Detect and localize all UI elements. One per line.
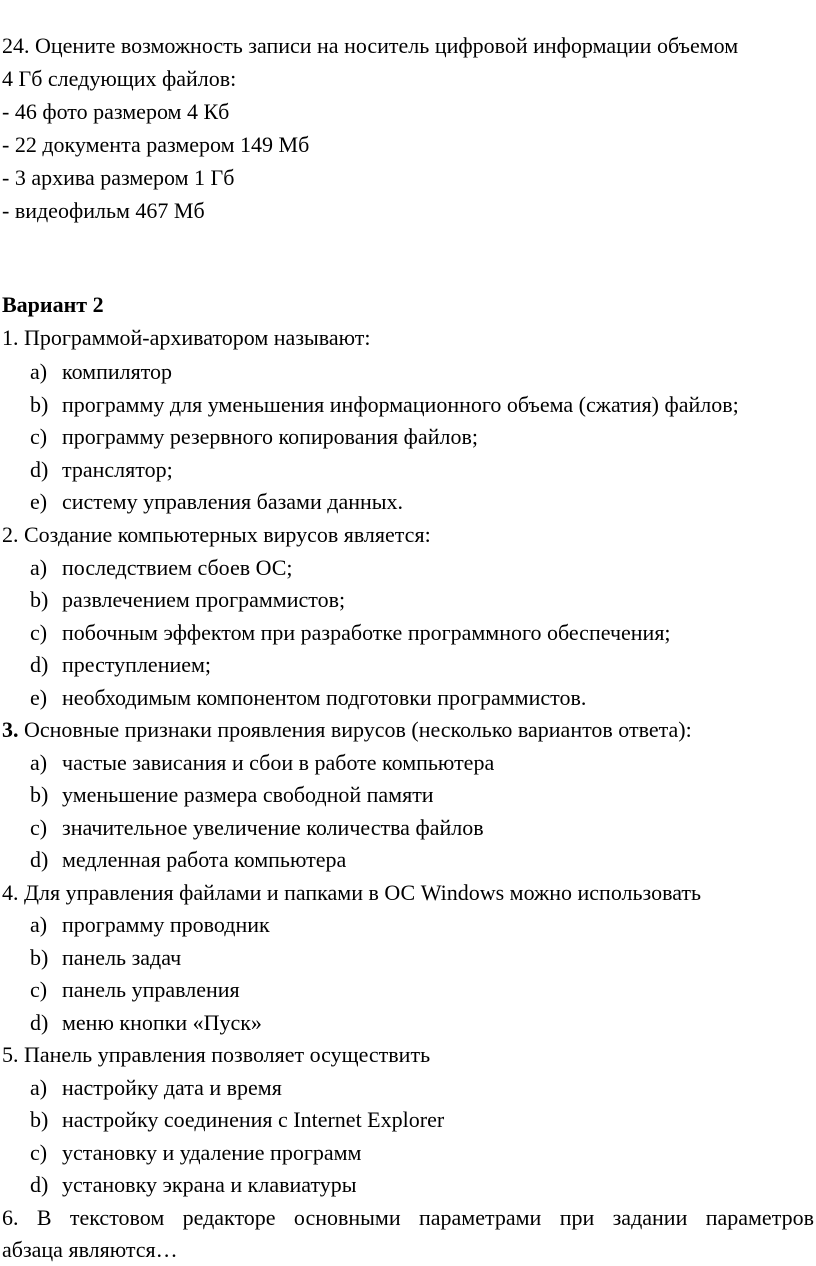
option-letter: a)	[30, 912, 48, 937]
option-text: необходимым компонентом подготовки программистов.	[62, 685, 587, 710]
question-6-line1	[2, 1202, 814, 1234]
q6-word: задании	[612, 1205, 688, 1230]
q6-word: текстовом	[69, 1205, 165, 1230]
variant-title: Вариант 2	[2, 292, 104, 317]
option-letter: d)	[30, 652, 49, 677]
option-letter: b)	[30, 945, 49, 970]
option-letter: a)	[30, 359, 48, 384]
question-text: Основные признаки проявления вирусов (несколько вариантов ответа):	[18, 717, 692, 742]
question-1: 1. Программой-архиватором называют:	[2, 325, 371, 350]
question-number: 3.	[2, 717, 19, 742]
question-2: 2. Создание компьютерных вирусов является:	[2, 522, 431, 547]
task24-item: - видеофильм 467 Мб	[2, 198, 205, 223]
q6-word: параметров	[705, 1205, 814, 1230]
q6-word: основными	[293, 1205, 401, 1230]
option-letter: a)	[30, 1075, 48, 1100]
task24-item: - 46 фото размером 4 Кб	[2, 99, 230, 124]
option-letter: c)	[30, 815, 48, 840]
task24-item: - 3 архива размером 1 Гб	[2, 165, 235, 190]
question-6-line2: абзаца являются…	[2, 1237, 178, 1262]
option-letter: a)	[30, 750, 48, 775]
option-text: программу для уменьшения информационного объема (сжатия) файлов;	[62, 392, 739, 417]
option-text: преступлением;	[62, 652, 212, 677]
q6-word: редакторе	[182, 1205, 276, 1230]
option-text: установку и удаление программ	[62, 1140, 362, 1165]
q6-word: 6.	[2, 1205, 19, 1230]
option-letter: e)	[30, 489, 48, 514]
option-text: последствием сбоев ОС;	[62, 555, 293, 580]
option-text: установку экрана и клавиатуры	[62, 1172, 357, 1197]
option-letter: a)	[30, 555, 48, 580]
q6-word: при	[559, 1205, 595, 1230]
task24-line1: 24. Оцените возможность записи на носитель цифровой информации объемом	[2, 33, 739, 58]
task24-item: - 22 документа размером 149 Мб	[2, 132, 310, 157]
option-letter: b)	[30, 587, 49, 612]
option-letter: c)	[30, 1140, 48, 1165]
option-text: медленная работа компьютера	[62, 847, 347, 872]
option-letter: d)	[30, 457, 49, 482]
option-text: компилятор	[62, 359, 173, 384]
option-letter: b)	[30, 1107, 49, 1132]
option-text: панель управления	[62, 977, 240, 1002]
question-5: 5. Панель управления позволяет осуществить	[2, 1042, 431, 1067]
option-letter: b)	[30, 392, 49, 417]
option-text: побочным эффектом при разработке программного обеспечения;	[62, 620, 671, 645]
option-text: уменьшение размера свободной памяти	[62, 782, 434, 807]
option-letter: c)	[30, 424, 48, 449]
option-text: транслятор;	[62, 457, 173, 482]
option-text: систему управления базами данных.	[62, 489, 404, 514]
question-4: 4. Для управления файлами и папками в ОС Windows можно использовать	[2, 880, 702, 905]
option-text: настройку дата и время	[62, 1075, 282, 1100]
option-letter: d)	[30, 1010, 49, 1035]
option-letter: c)	[30, 620, 48, 645]
option-text: панель задач	[62, 945, 182, 970]
option-text: частые зависания и сбои в работе компьютера	[62, 750, 495, 775]
q6-word: В	[36, 1205, 52, 1230]
option-letter: d)	[30, 847, 49, 872]
question-3	[2, 714, 692, 746]
option-text: программу проводник	[62, 912, 270, 937]
option-letter: b)	[30, 782, 49, 807]
option-text: программу резервного копирования файлов;	[62, 424, 478, 449]
option-letter: d)	[30, 1172, 49, 1197]
option-text: развлечением программистов;	[62, 587, 346, 612]
option-letter: c)	[30, 977, 48, 1002]
option-text: меню кнопки «Пуск»	[62, 1010, 262, 1035]
q6-word: параметрами	[419, 1205, 542, 1230]
option-letter: e)	[30, 685, 48, 710]
option-text: настройку соединения с Internet Explorer	[62, 1107, 445, 1132]
option-text: значительное увеличение количества файлов	[62, 815, 484, 840]
task24-line2: 4 Гб следующих файлов:	[2, 66, 237, 91]
